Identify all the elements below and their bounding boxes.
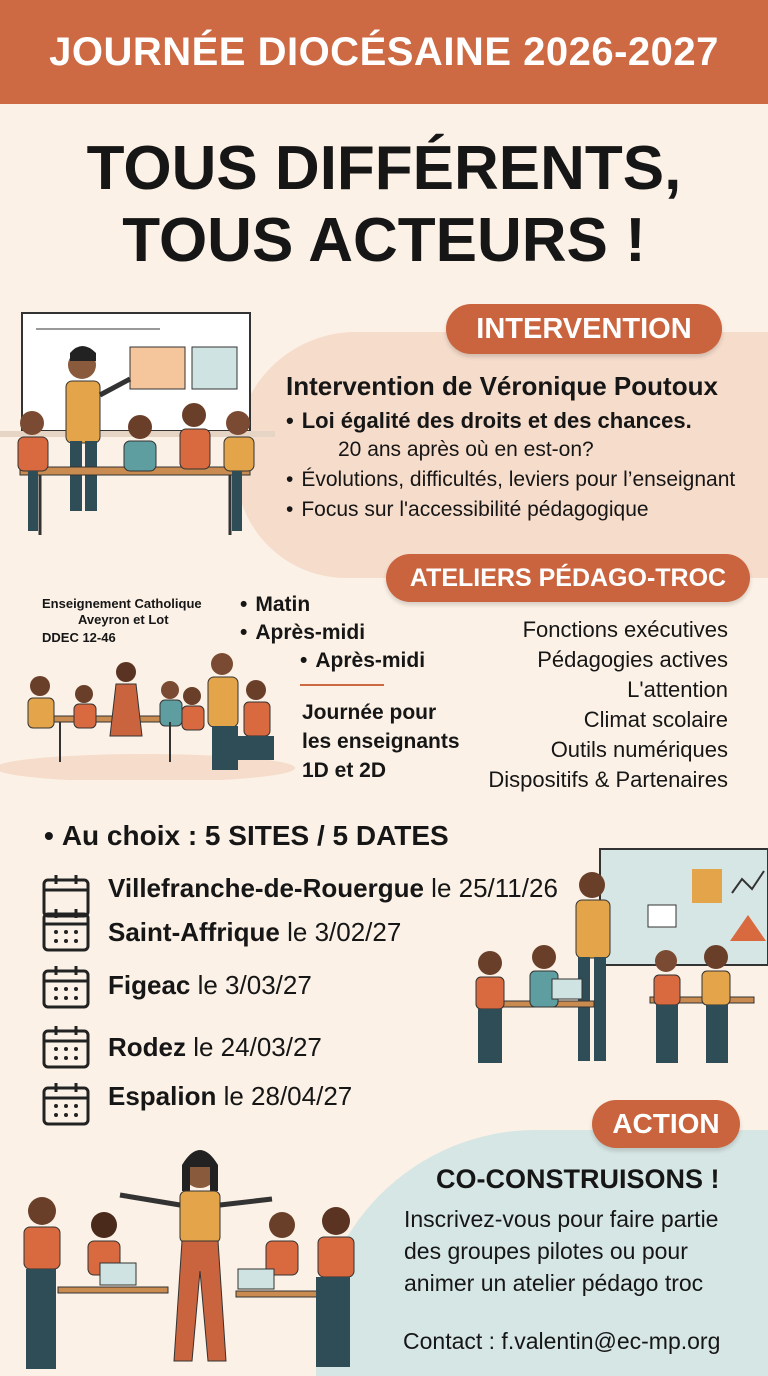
org-line-2: Aveyron et Lot bbox=[78, 612, 169, 627]
contact-email: Contact : f.valentin@ec-mp.org bbox=[403, 1328, 721, 1354]
site-date: le 25/11/26 bbox=[423, 873, 558, 903]
ateliers-pill-label: ATELIERS PÉDAGO-TROC bbox=[409, 563, 727, 592]
topic-item: Dispositifs & Partenaires bbox=[488, 767, 728, 792]
action-line-2: des groupes pilotes ou pour bbox=[404, 1238, 688, 1264]
calendar-icon bbox=[42, 965, 90, 1009]
banner-title: JOURNÉE DIOCÉSAINE 2026-2027 bbox=[49, 29, 719, 74]
sites-heading: • Au choix : 5 SITES / 5 DATES bbox=[44, 820, 449, 852]
topic-item: Pédagogies actives bbox=[537, 647, 728, 672]
action-line-1: Inscrivez-vous pour faire partie bbox=[404, 1206, 719, 1232]
slot-afternoon-1: • Après-midi bbox=[240, 621, 365, 645]
intervention-bullet-1: • Loi égalité des droits et des chances. bbox=[286, 408, 692, 434]
action-heading: CO-CONSTRUISONS ! bbox=[436, 1164, 720, 1194]
audience-line-3: 1D et 2D bbox=[302, 759, 387, 782]
site-name: Villefranche-de-Rouergue bbox=[108, 873, 424, 903]
topic-item: Fonctions exécutives bbox=[522, 617, 728, 642]
calendar-icon bbox=[42, 908, 90, 952]
classroom-illustration-3 bbox=[460, 845, 768, 1075]
audience-line-1: Journée pour bbox=[302, 701, 437, 724]
site-date: le 3/03/27 bbox=[190, 970, 312, 1000]
ateliers-pill bbox=[386, 554, 750, 602]
intervention-bullet-3: • Focus sur l'accessibilité pédagogique bbox=[286, 498, 649, 522]
site-row-2 bbox=[108, 917, 401, 948]
classroom-illustration-2 bbox=[0, 650, 300, 780]
topic-item: L'attention bbox=[627, 677, 728, 702]
site-date: le 24/03/27 bbox=[186, 1032, 322, 1062]
site-name: Figeac bbox=[108, 970, 191, 1000]
site-row-5 bbox=[108, 1081, 352, 1112]
site-name: Espalion bbox=[108, 1081, 217, 1111]
org-line-3: DDEC 12-46 bbox=[42, 630, 116, 645]
site-row-3 bbox=[108, 970, 312, 1001]
calendar-icon bbox=[42, 1025, 90, 1069]
slot-afternoon-2: • Après-midi bbox=[300, 649, 425, 673]
intervention-pill-label: INTERVENTION bbox=[476, 312, 692, 345]
topic-item: Outils numériques bbox=[550, 737, 728, 762]
calendar-icon bbox=[42, 1082, 90, 1126]
classroom-illustration-4 bbox=[0, 1135, 370, 1376]
slot-morning: • Matin bbox=[240, 593, 310, 617]
intervention-pill bbox=[446, 304, 722, 354]
action-pill-label: ACTION bbox=[612, 1108, 720, 1139]
action-line-3: animer un atelier pédago troc bbox=[404, 1270, 704, 1296]
intervention-bullet-2: • Évolutions, difficultés, leviers pour l’enseignant bbox=[286, 468, 735, 492]
main-title-line1: TOUS DIFFÉRENTS, bbox=[86, 134, 682, 203]
action-pill bbox=[592, 1100, 740, 1148]
main-title-line2: TOUS ACTEURS ! bbox=[122, 206, 646, 275]
topic-item: Climat scolaire bbox=[583, 707, 728, 732]
intervention-heading: Intervention de Véronique Poutoux bbox=[286, 371, 718, 401]
slot-divider bbox=[300, 684, 384, 686]
site-name: Rodez bbox=[108, 1032, 186, 1062]
site-date: le 28/04/27 bbox=[216, 1081, 353, 1111]
site-row-4 bbox=[108, 1032, 322, 1063]
org-line-1: Enseignement Catholique bbox=[42, 596, 202, 611]
intervention-bullet-1-sub: 20 ans après où en est-on? bbox=[338, 438, 594, 461]
top-banner bbox=[0, 0, 768, 104]
site-date: le 3/02/27 bbox=[279, 917, 402, 947]
audience-line-2: les enseignants bbox=[302, 730, 460, 753]
site-name: Saint-Affrique bbox=[108, 917, 280, 947]
classroom-illustration-1 bbox=[0, 305, 275, 555]
topics-list bbox=[488, 615, 728, 795]
